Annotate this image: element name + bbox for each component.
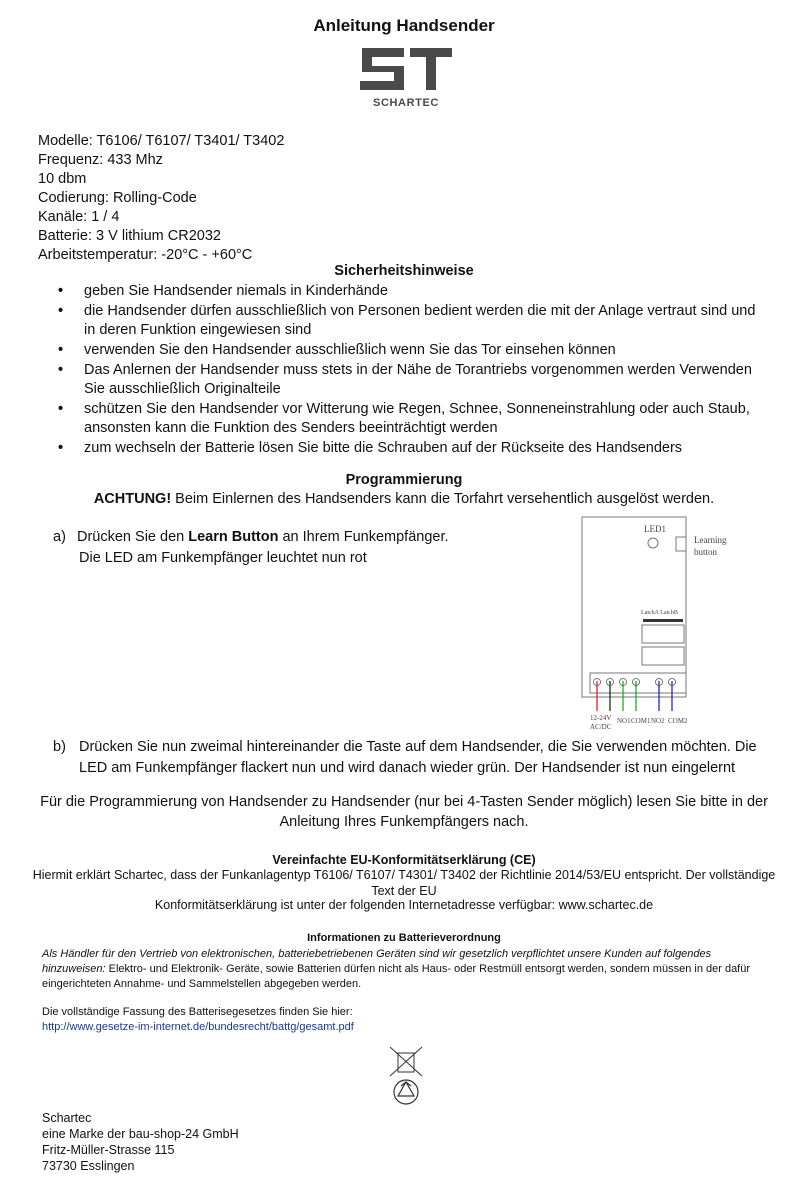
learning-button-icon: [676, 537, 686, 551]
receiver-diagram: [580, 515, 727, 731]
safety-item: • Das Anlernen der Handsender muss stets in der Nähe de Torantriebs vorgenommen werden Verwenden Sie ausschließlich Originalteile: [58, 361, 758, 399]
battery-text: [42, 947, 772, 992]
page-title: Anleitung Handsender: [313, 16, 495, 35]
spec-channels: Kanäle: 1 / 4: [38, 209, 120, 225]
ce-text-1: Hiermit erklärt Schartec, dass der Funkanlagentyp T6106/ T6107/ T4301/ T3402 der Richtlinie 2014/53/EU entspricht. Der vollständige Text der EU: [32, 868, 776, 898]
step-b: [53, 737, 763, 779]
footer-street: Fritz-Müller-Strasse 115: [42, 1143, 175, 1157]
footer-city: 73730 Esslingen: [42, 1159, 135, 1173]
schartec-logo: [356, 42, 456, 112]
battery-law-link[interactable]: http://www.gesetze-im-internet.de/bundesrecht/battg/gesamt.pdf: [42, 1021, 354, 1033]
button-label: button: [694, 547, 718, 557]
step-b-marker: b): [53, 739, 66, 755]
terminal-label-com1: COM1: [631, 717, 651, 725]
crossed-bin-icon: [390, 1047, 422, 1076]
step-a: [53, 527, 553, 569]
recycle-icon: [394, 1080, 418, 1104]
spec-list: [38, 132, 284, 265]
acdc-label: AC/DC: [590, 723, 612, 731]
spec-temperature: Arbeitstemperatur: -20°C - +60°C: [38, 247, 253, 263]
safety-item: • zum wechseln der Batterie lösen Sie bitte die Schrauben auf der Rückseite des Handsenders: [58, 439, 758, 458]
step-a-line1: [53, 527, 553, 548]
learning-label: Learning: [694, 535, 727, 545]
safety-item: • die Handsender dürfen ausschließlich von Personen bedient werden die mit der Anlage vertraut sind und in deren Funktion eingewiesen sind: [58, 302, 758, 340]
spec-power: 10 dbm: [38, 171, 87, 187]
spec-models: Modelle: T6106/ T6107/ T3401/ T3402: [38, 133, 285, 149]
terminal-label-com2: COM2: [668, 717, 688, 725]
safety-heading: Sicherheitshinweise: [334, 263, 474, 279]
safety-list: [58, 282, 758, 459]
latch-label: LatchA LatchB: [641, 610, 678, 616]
step-a-marker: a): [53, 529, 66, 545]
battery-body: Elektro- und Elektronik- Geräte, sowie Batterien dürfen nicht als Haus- oder Restmüll entsorgt werden, sondern müssen in der dafür eingerichteten Annahme- und Sammelstellen abgegeben werden.: [42, 963, 751, 990]
terminal-label-no1: NO1: [617, 717, 631, 725]
step-b-text: Drücken Sie nun zweimal hintereinander die Taste auf dem Handsender, die Sie verwenden möchten. Die LED am Funkempfänger flackert nun und wird danach wieder grün. Der Handsender ist nun eingelernt: [79, 739, 757, 776]
footer-company: Schartec: [42, 1111, 92, 1125]
battery-italic: Als Händler für den Vertrieb von elektronischen, batteriebetriebenen Geräten sind wir gesetzlich verpflichtet unsere Kunden auf folgendes hinzuweisen:: [42, 948, 712, 975]
programming-note: Für die Programmierung von Handsender zu Handsender (nur bei 4-Tasten Sender möglich) lesen Sie bitte in der Anleitung Ihres Funkempfängers nach.: [40, 794, 768, 830]
warning-text: Beim Einlernen des Handsenders kann die Torfahrt versehentlich ausgelöst werden.: [171, 491, 715, 507]
step-a-text: Drücken Sie den: [77, 529, 189, 545]
spec-coding: Codierung: Rolling-Code: [38, 190, 197, 206]
logo-brand-text: SCHARTEC: [373, 97, 439, 109]
safety-item: • schützen Sie den Handsender vor Witterung wie Regen, Schnee, Sonneneinstrahlung oder auch Staub, ansonsten kann die Funktion des Senders beeinträchtigt werden: [58, 400, 758, 438]
relay-a: [642, 625, 684, 643]
footer-brand-note: eine Marke der bau-shop-24 GmbH: [42, 1127, 239, 1141]
programming-heading: Programmierung: [345, 472, 463, 488]
warning-label: ACHTUNG!: [93, 491, 172, 507]
spec-frequency: Frequenz: 433 Mhz: [38, 152, 163, 168]
weee-icons: [386, 1046, 426, 1108]
battery-law-text: Die vollständige Fassung des Batterisegesetzes finden Sie hier:: [42, 1006, 353, 1018]
learn-button-label: Learn Button: [188, 529, 279, 545]
programming-warning: [0, 491, 808, 507]
ce-heading: Vereinfachte EU-Konformitätserklärung (CE): [272, 853, 536, 867]
led-icon: [648, 538, 658, 548]
receiver-board: [582, 517, 686, 697]
ce-text-2: Konformitätserklärung ist unter der folgenden Internetadresse verfügbar: www.schartec.de: [154, 898, 654, 912]
latch-strip: [643, 619, 683, 622]
safety-item: • verwenden Sie den Handsender ausschließlich wenn Sie das Tor einsehen können: [58, 341, 758, 360]
spec-battery: Batterie: 3 V lithium CR2032: [38, 228, 221, 244]
led-label: LED1: [644, 524, 666, 534]
terminal-label-no2: NO2: [651, 717, 665, 725]
footer-address: [42, 1110, 239, 1174]
step-a-text-end: an Ihrem Funkempfänger.: [278, 529, 449, 545]
st-logo-mark: [360, 48, 452, 90]
relay-b: [642, 647, 684, 665]
step-a-line2: Die LED am Funkempfänger leuchtet nun rot: [79, 550, 367, 566]
battery-heading: Informationen zu Batterieverordnung: [307, 932, 501, 944]
terminal-label-12-24v: 12-24V: [590, 714, 612, 722]
safety-item: • geben Sie Handsender niemals in Kinderhände: [58, 282, 758, 301]
